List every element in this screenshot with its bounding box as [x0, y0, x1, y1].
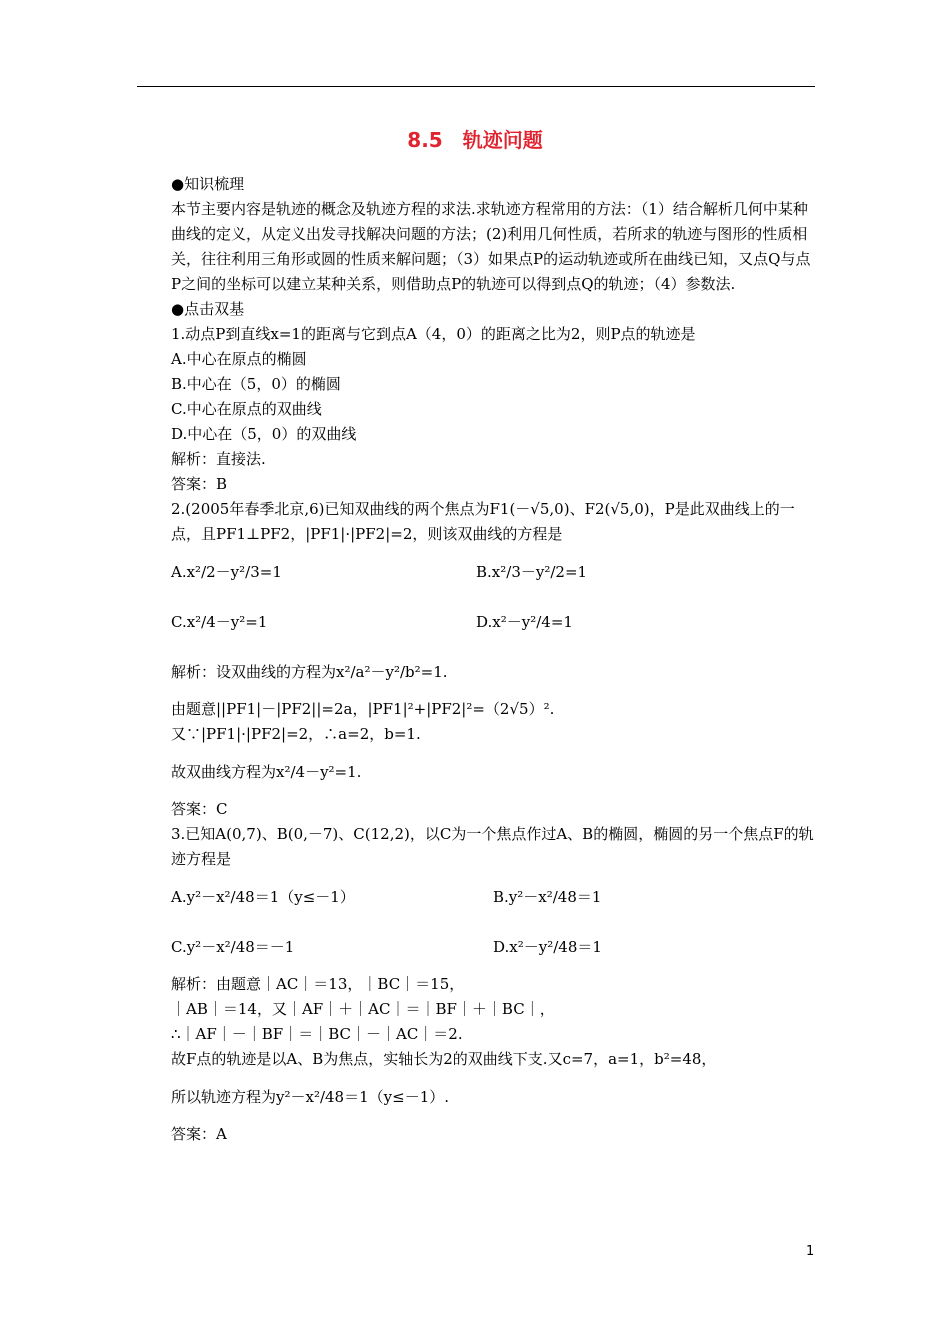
q3-option-a: A.y²－x²/48＝1（y≤－1）: [171, 887, 355, 906]
q2-options-row1: [137, 547, 815, 597]
document-body: [137, 172, 815, 1147]
heading-knowledge: ●知识梳理: [171, 175, 245, 193]
q3-analysis-2: ｜AB｜＝14，又｜AF｜＋｜AC｜＝｜BF｜＋｜BC｜，: [171, 1000, 555, 1018]
q3-analysis-1: 解析：由题意｜AC｜＝13，｜BC｜＝15，: [171, 975, 465, 993]
q3-option-c: C.y²－x²/48＝－1: [171, 937, 295, 956]
q3-analysis-5: 所以轨迹方程为y²－x²/48＝1（y≤－1）.: [171, 1087, 449, 1106]
q1-option-b: B.中心在（5，0）的椭圆: [171, 375, 341, 393]
q3-option-b: B.y²－x²/48＝1: [493, 887, 602, 906]
page-number: 1: [806, 1244, 815, 1259]
q2-option-c: C.x²/4－y²=1: [171, 612, 268, 631]
q3-analysis-3: ∴｜AF｜－｜BF｜＝｜BC｜－｜AC｜＝2.: [171, 1025, 463, 1043]
q1-option-d: D.中心在（5，0）的双曲线: [171, 425, 357, 443]
q2-stem: 2.(2005年春季北京,6)已知双曲线的两个焦点为F1(－√5,0)、F2(√5,0)，P是此双曲线上的一点，且PF1⊥PF2，|PF1|·|PF2|=2，则该双曲线的方程是: [171, 500, 795, 543]
q1-option-c: C.中心在原点的双曲线: [171, 400, 322, 418]
heading-basics: ●点击双基: [171, 300, 245, 318]
q2-analysis-2: 由题意||PF1|－|PF2||=2a，|PF1|²+|PF2|²=（2√5）².: [171, 700, 555, 718]
q3-answer: 答案：A: [171, 1125, 227, 1143]
q3-options-row1: [137, 872, 815, 922]
q3-option-d: D.x²－y²/48＝1: [493, 937, 602, 956]
q1-stem: 1.动点P到直线x=1的距离与它到点A（4，0）的距离之比为2，则P点的轨迹是: [171, 325, 696, 343]
q1-option-a: A.中心在原点的椭圆: [171, 350, 307, 368]
q3-options-row2: [137, 922, 815, 972]
q2-option-a: A.x²/2－y²/3=1: [171, 562, 282, 581]
q2-analysis-1: 解析：设双曲线的方程为x²/a²－y²/b²=1.: [171, 662, 448, 681]
q3-analysis-4: 故F点的轨迹是以A、B为焦点，实轴长为2的双曲线下支.又c=7，a=1，b²=48，: [171, 1050, 717, 1068]
knowledge-paragraph: 本节主要内容是轨迹的概念及轨迹方程的求法.求轨迹方程常用的方法：（1）结合解析几何中某种曲线的定义，从定义出发寻找解决问题的方法；(2)利用几何性质，若所求的轨迹与图形的性质相关，往往利用三角形或圆的性质来解问题；（3）如果点P的运动轨迹或所在曲线已知，又点Q与点P之间的坐标可以建立某种关系，则借助点P的轨迹可以得到点Q的轨迹；（4）参数法.: [171, 200, 811, 293]
q2-option-d: D.x²－y²/4=1: [476, 612, 573, 631]
q2-analysis-4: 故双曲线方程为x²/4－y²=1.: [171, 762, 362, 781]
header-rule: [137, 86, 815, 87]
section-title: 8.5 轨迹问题: [407, 128, 543, 152]
q1-answer: 答案：B: [171, 475, 228, 493]
q2-options-row2: [137, 597, 815, 647]
q2-analysis-3: 又∵|PF1|·|PF2|=2，∴a=2，b=1.: [171, 725, 421, 743]
q1-analysis: 解析：直接法.: [171, 450, 266, 468]
q3-stem: 3.已知A(0,7)、B(0,－7)、C(12,2)，以C为一个焦点作过A、B的椭圆，椭圆的另一个焦点F的轨迹方程是: [171, 825, 814, 868]
q2-option-b: B.x²/3－y²/2=1: [476, 562, 588, 581]
q2-answer: 答案：C: [171, 800, 228, 818]
